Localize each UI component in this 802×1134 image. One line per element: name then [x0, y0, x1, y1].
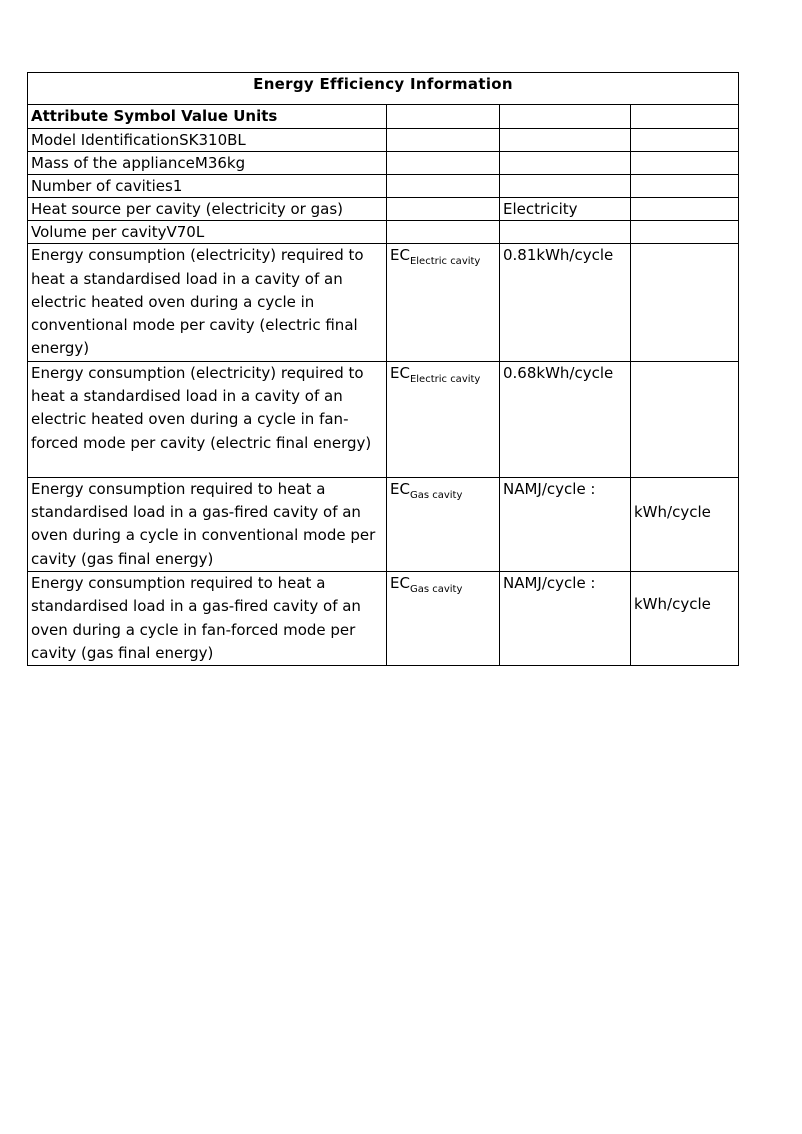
energy-value-cell: 0.81kWh/cycle [500, 244, 631, 361]
empty-cell [500, 129, 631, 152]
symbol-subscript: Electric cavity [409, 256, 481, 268]
heat-source-label: Heat source per cavity (electricity or gas) [28, 198, 387, 221]
empty-cell [631, 221, 739, 244]
energy-units-cell [631, 477, 739, 571]
energy-symbol-cell [387, 244, 500, 361]
energy-attribute-cell: Energy consumption required to heat a standardised load in a gas-fired cavity of an oven during a cycle in fan-forced mode per cavity (gas final energy) [28, 571, 387, 665]
energy-symbol-cell [387, 571, 500, 665]
energy-value-cell: NAMJ/cycle : [500, 571, 631, 665]
energy-units-cell [631, 571, 739, 665]
symbol-main: EC [390, 246, 410, 265]
empty-cell [631, 198, 739, 221]
symbol-main: EC [390, 363, 410, 382]
empty-cell [387, 175, 500, 198]
energy-units-cell [631, 361, 739, 477]
empty-cell [387, 152, 500, 175]
empty-cell [387, 221, 500, 244]
energy-value-cell: NAMJ/cycle : [500, 477, 631, 571]
energy-symbol-cell [387, 361, 500, 477]
model-identification-cell: Model IdentificationSK310BL [28, 129, 387, 152]
units-text: kWh/cycle [634, 594, 711, 613]
mass-cell: Mass of the applianceM36kg [28, 152, 387, 175]
energy-attribute-cell: Energy consumption (electricity) required to heat a standardised load in a cavity of an electric heated oven during a cycle in fan-forced mode per cavity (electric final energy) [28, 361, 387, 477]
volume-cell: Volume per cavityV70L [28, 221, 387, 244]
symbol-main: EC [390, 573, 410, 592]
empty-cell [631, 129, 739, 152]
empty-cell [631, 175, 739, 198]
empty-cell [631, 152, 739, 175]
heat-source-value: Electricity [500, 198, 631, 221]
empty-cell [387, 129, 500, 152]
energy-attribute-cell: Energy consumption required to heat a standardised load in a gas-fired cavity of an oven during a cycle in conventional mode per cavity (gas final energy) [28, 477, 387, 571]
cavities-cell: Number of cavities1 [28, 175, 387, 198]
units-text: kWh/cycle [634, 502, 711, 521]
empty-cell [387, 198, 500, 221]
empty-cell [631, 105, 739, 129]
empty-cell [500, 105, 631, 129]
empty-cell [500, 221, 631, 244]
empty-cell [500, 152, 631, 175]
energy-efficiency-table [27, 72, 739, 666]
energy-attribute-cell: Energy consumption (electricity) required to heat a standardised load in a cavity of an electric heated oven during a cycle in conventional mode per cavity (electric final energy) [28, 244, 387, 361]
symbol-main: EC [390, 479, 410, 498]
energy-value-cell: 0.68kWh/cycle [500, 361, 631, 477]
symbol-subscript: Gas cavity [409, 583, 463, 595]
symbol-subscript: Electric cavity [409, 373, 481, 385]
table-title: Energy Efficiency Information [28, 73, 739, 105]
energy-units-cell [631, 244, 739, 361]
empty-cell [387, 105, 500, 129]
energy-symbol-cell [387, 477, 500, 571]
symbol-subscript: Gas cavity [409, 489, 463, 501]
empty-cell [500, 175, 631, 198]
header-row-label: Attribute Symbol Value Units [28, 105, 387, 129]
